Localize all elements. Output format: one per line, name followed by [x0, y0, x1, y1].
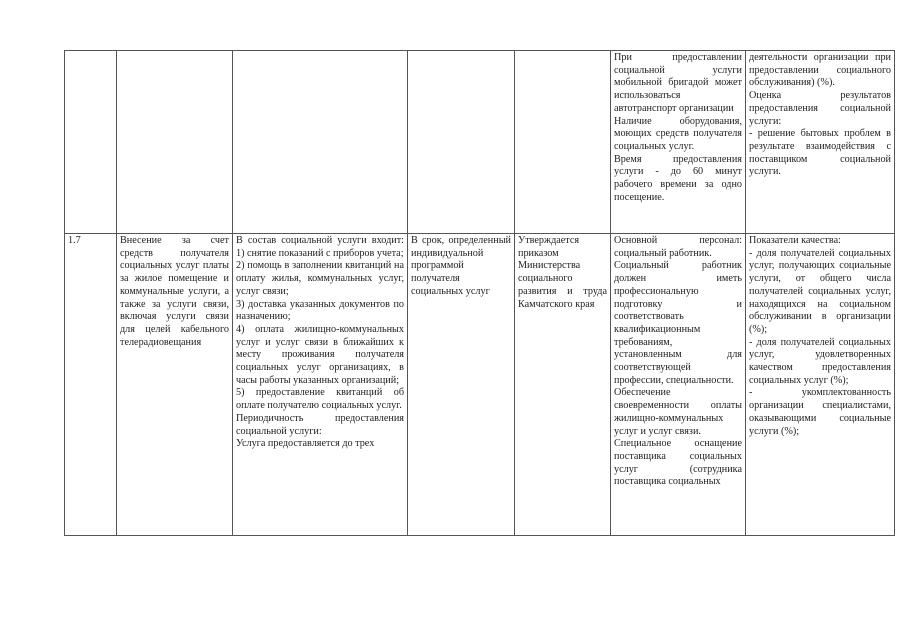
paragraph: - решение бытовых проблем в результате взаимодействия с поставщиком социальной услуги. [749, 128, 891, 178]
paragraph: Основной персонал: социальный работник. [614, 235, 742, 259]
paragraph: деятельности организации при предоставлении социального обслуживания) (%). [749, 52, 891, 89]
cell-term [408, 51, 515, 234]
paragraph: - доля получателей социальных услуг, удовлетворенных качеством предоставления социальных услуг (%); [749, 336, 891, 386]
table-row [65, 234, 895, 536]
paragraph: Показатели качества: [749, 235, 841, 246]
cell-name [117, 51, 233, 234]
paragraph: Периодичность предоставления социальной услуги: [236, 412, 404, 437]
paragraph: Наличие оборудования, моющих средств получателя социальных услуг. [614, 115, 742, 152]
paragraph: Обеспечение своевременности оплаты жилищно-коммунальных услуг и услуг связи. [614, 387, 742, 437]
cell-conditions [611, 234, 746, 536]
paragraph: 5) предоставление квитанций об оплате получателю социальных услуг. [236, 387, 404, 412]
paragraph: Специальное оснащение поставщика социальных услуг (сотрудника поставщика социальных [614, 438, 742, 488]
cell-name: Внесение за счет средств получателя социальных услуг платы за жилое помещение и коммунальные услуги, а также за услуги связи, включая услуги связи для целей кабельного телерадиовещания [117, 234, 233, 536]
cell-tariff [515, 51, 611, 234]
cell-content [233, 51, 408, 234]
paragraph: Оценка результатов предоставления социальной услуги: [749, 90, 891, 127]
paragraph: - доля получателей социальных услуг, получающих социальные услуги, от общего числа получателей социальных услуг, находящихся на социальном обслуживании в организации (%); [749, 247, 891, 335]
cell-indicators [746, 51, 895, 234]
cell-term: В срок, определенный индивидуальной программой получателя социальных услуг [408, 234, 515, 536]
paragraph: В состав социальной услуги входит: 1) снятие показаний с приборов учета; [236, 235, 404, 259]
cell-indicators [746, 234, 895, 536]
cell-conditions [611, 51, 746, 234]
paragraph: 2) помощь в заполнении квитанций на оплату жилья, коммунальных услуг, услуг связи; [236, 260, 404, 297]
paragraph: - укомплектованность организации специалистами, оказывающими социальные услуги (%); [749, 387, 891, 437]
paragraph: 3) доставка указанных документов по назначению; [236, 298, 404, 323]
services-table [64, 50, 895, 536]
table-row [65, 51, 895, 234]
paragraph: Социальный работник должен иметь профессиональную подготовку и соответствовать квалификационным требованиям, установленным для соответствующей профессии, специальности. [614, 260, 742, 386]
paragraph: 4) оплата жилищно-коммунальных услуг и услуг связи в ближайших к месту проживания получателя социальных услуг организациях, в часы работы указанных организаций; [236, 323, 404, 386]
paragraph: Услуга предоставляется до трех [236, 438, 375, 450]
paragraph: Время предоставления услуги - до 60 минут рабочего времени за одно посещение. [614, 153, 742, 203]
cell-num: 1.7 [65, 234, 117, 536]
cell-tariff: Утверждается приказом Министерства социального развития и труда Камчатского края [515, 234, 611, 536]
paragraph: При предоставлении социальной услуги мобильной бригадой может использоваться автотранспорт организации [614, 52, 742, 114]
cell-content [233, 234, 408, 536]
cell-num [65, 51, 117, 234]
